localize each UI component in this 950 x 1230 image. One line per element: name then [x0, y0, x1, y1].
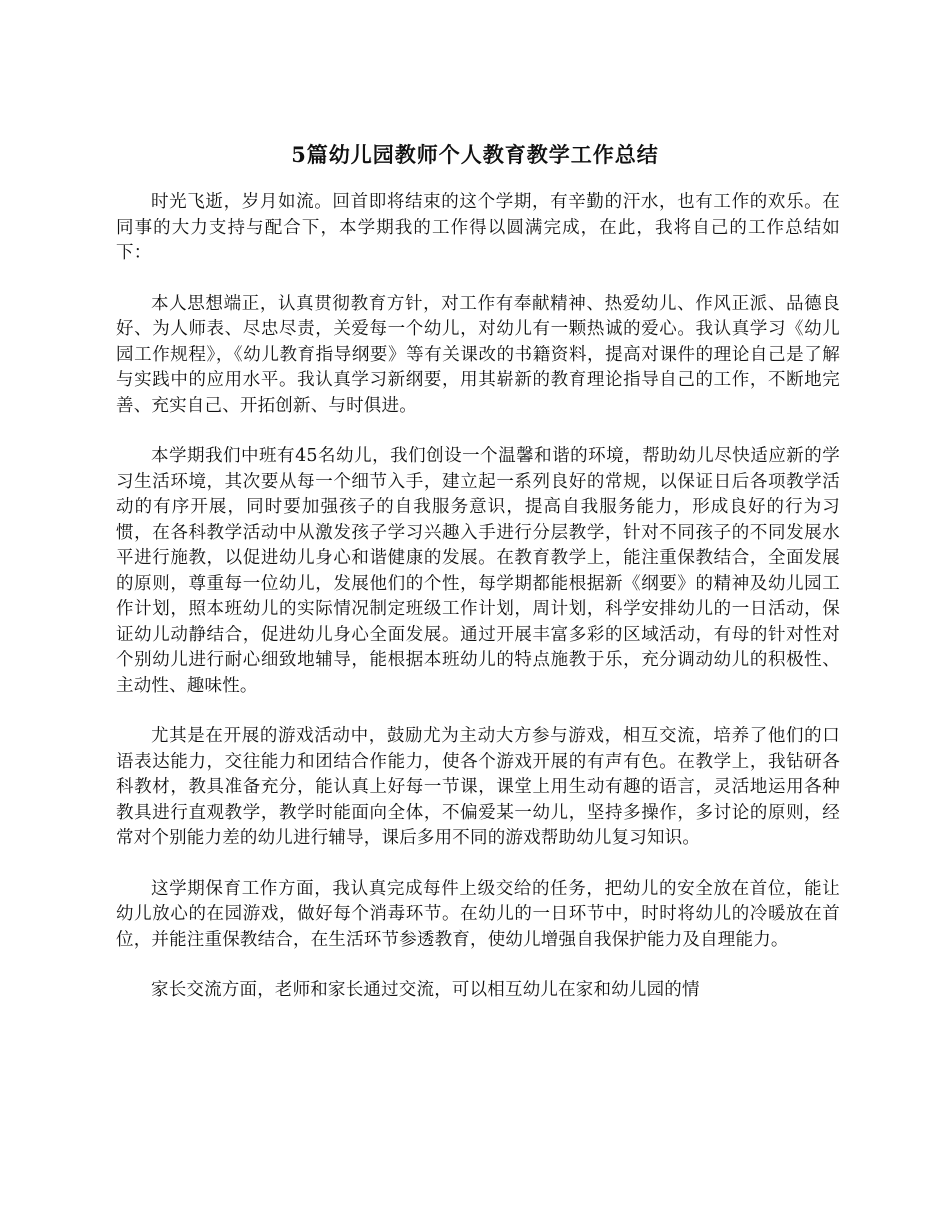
- paragraph-games: 尤其是在开展的游戏活动中，鼓励尤为主动大方参与游戏，相互交流，培养了他们的口语表达能力，交往能力和团结合作能力，使各个游戏开展的有声有色。在教学上，我钻研各科教材，教具准备充分，能认真上好每一节课，课堂上用生动有趣的语言，灵活地运用各种教具进行直观教学，教学时能面向全体，不偏爱某一幼儿，坚持多操作，多讨论的原则，经常对个别能力差的幼儿进行辅导，课后多用不同的游戏帮助幼儿复习知识。: [116, 726, 840, 848]
- document-title: 5篇幼儿园教师个人教育教学工作总结: [291, 142, 659, 167]
- paragraph-ideology: 本人思想端正，认真贯彻教育方针，对工作有奉献精神、热爱幼儿、作风正派、品德良好、为人师表、尽忠尽责，关爱每一个幼儿，对幼儿有一颗热诚的爱心。我认真学习《幼儿园工作规程》，《幼儿教育指导纲要》等有关课改的书籍资料，提高对课件的理论自己是了解与实践中的应用水平。我认真学习新纲要，用其崭新的教育理论指导自己的工作，不断地完善、充实自己、开拓创新、与时俱进。: [116, 293, 840, 416]
- paragraph-care: 这学期保育工作方面，我认真完成每件上级交给的任务，把幼儿的安全放在首位，能让幼儿放心的在园游戏，做好每个消毒环节。在幼儿的一日环节中，时时将幼儿的冷暖放在首位，并能注重保教结合，在生活环节参透教育，使幼儿增强自我保护能力及自理能力。: [116, 878, 840, 950]
- paragraph-intro: 时光飞逝，岁月如流。回首即将结束的这个学期，有辛勤的汗水，也有工作的欢乐。在同事的大力支持与配合下，本学期我的工作得以圆满完成，在此，我将自己的工作总结如下：: [116, 192, 840, 263]
- paragraph-parents: 家长交流方面，老师和家长通过交流，可以相互幼儿在家和幼儿园的情: [151, 980, 700, 1000]
- document-body: [116, 190, 840, 1029]
- paragraph-teaching: 本学期我们中班有45名幼儿，我们创设一个温馨和谐的环境，帮助幼儿尽快适应新的学习生活环境，其次要从每一个细节入手，建立起一系列良好的常规，以保证日后各项教学活动的有序开展，同时要加强孩子的自我服务意识，提高自我服务能力，形成良好的行为习惯，在各科教学活动中从激发孩子学习兴趣入手进行分层教学，针对不同孩子的不同发展水平进行施教，以促进幼儿身心和谐健康的发展。在教育教学上，能注重保教结合，全面发展的原则，尊重每一位幼儿，发展他们的个性，每学期都能根据新《纲要》的精神及幼儿园工作计划，照本班幼儿的实际情况制定班级工作计划，周计划，科学安排幼儿的一日活动，保证幼儿动静结合，促进幼儿身心全面发展。通过开展丰富多彩的区域活动，有母的针对性对个别幼儿进行耐心细致地辅导，能根据本班幼儿的特点施教于乐，充分调动幼儿的积极性、主动性、趣味性。: [116, 446, 840, 696]
